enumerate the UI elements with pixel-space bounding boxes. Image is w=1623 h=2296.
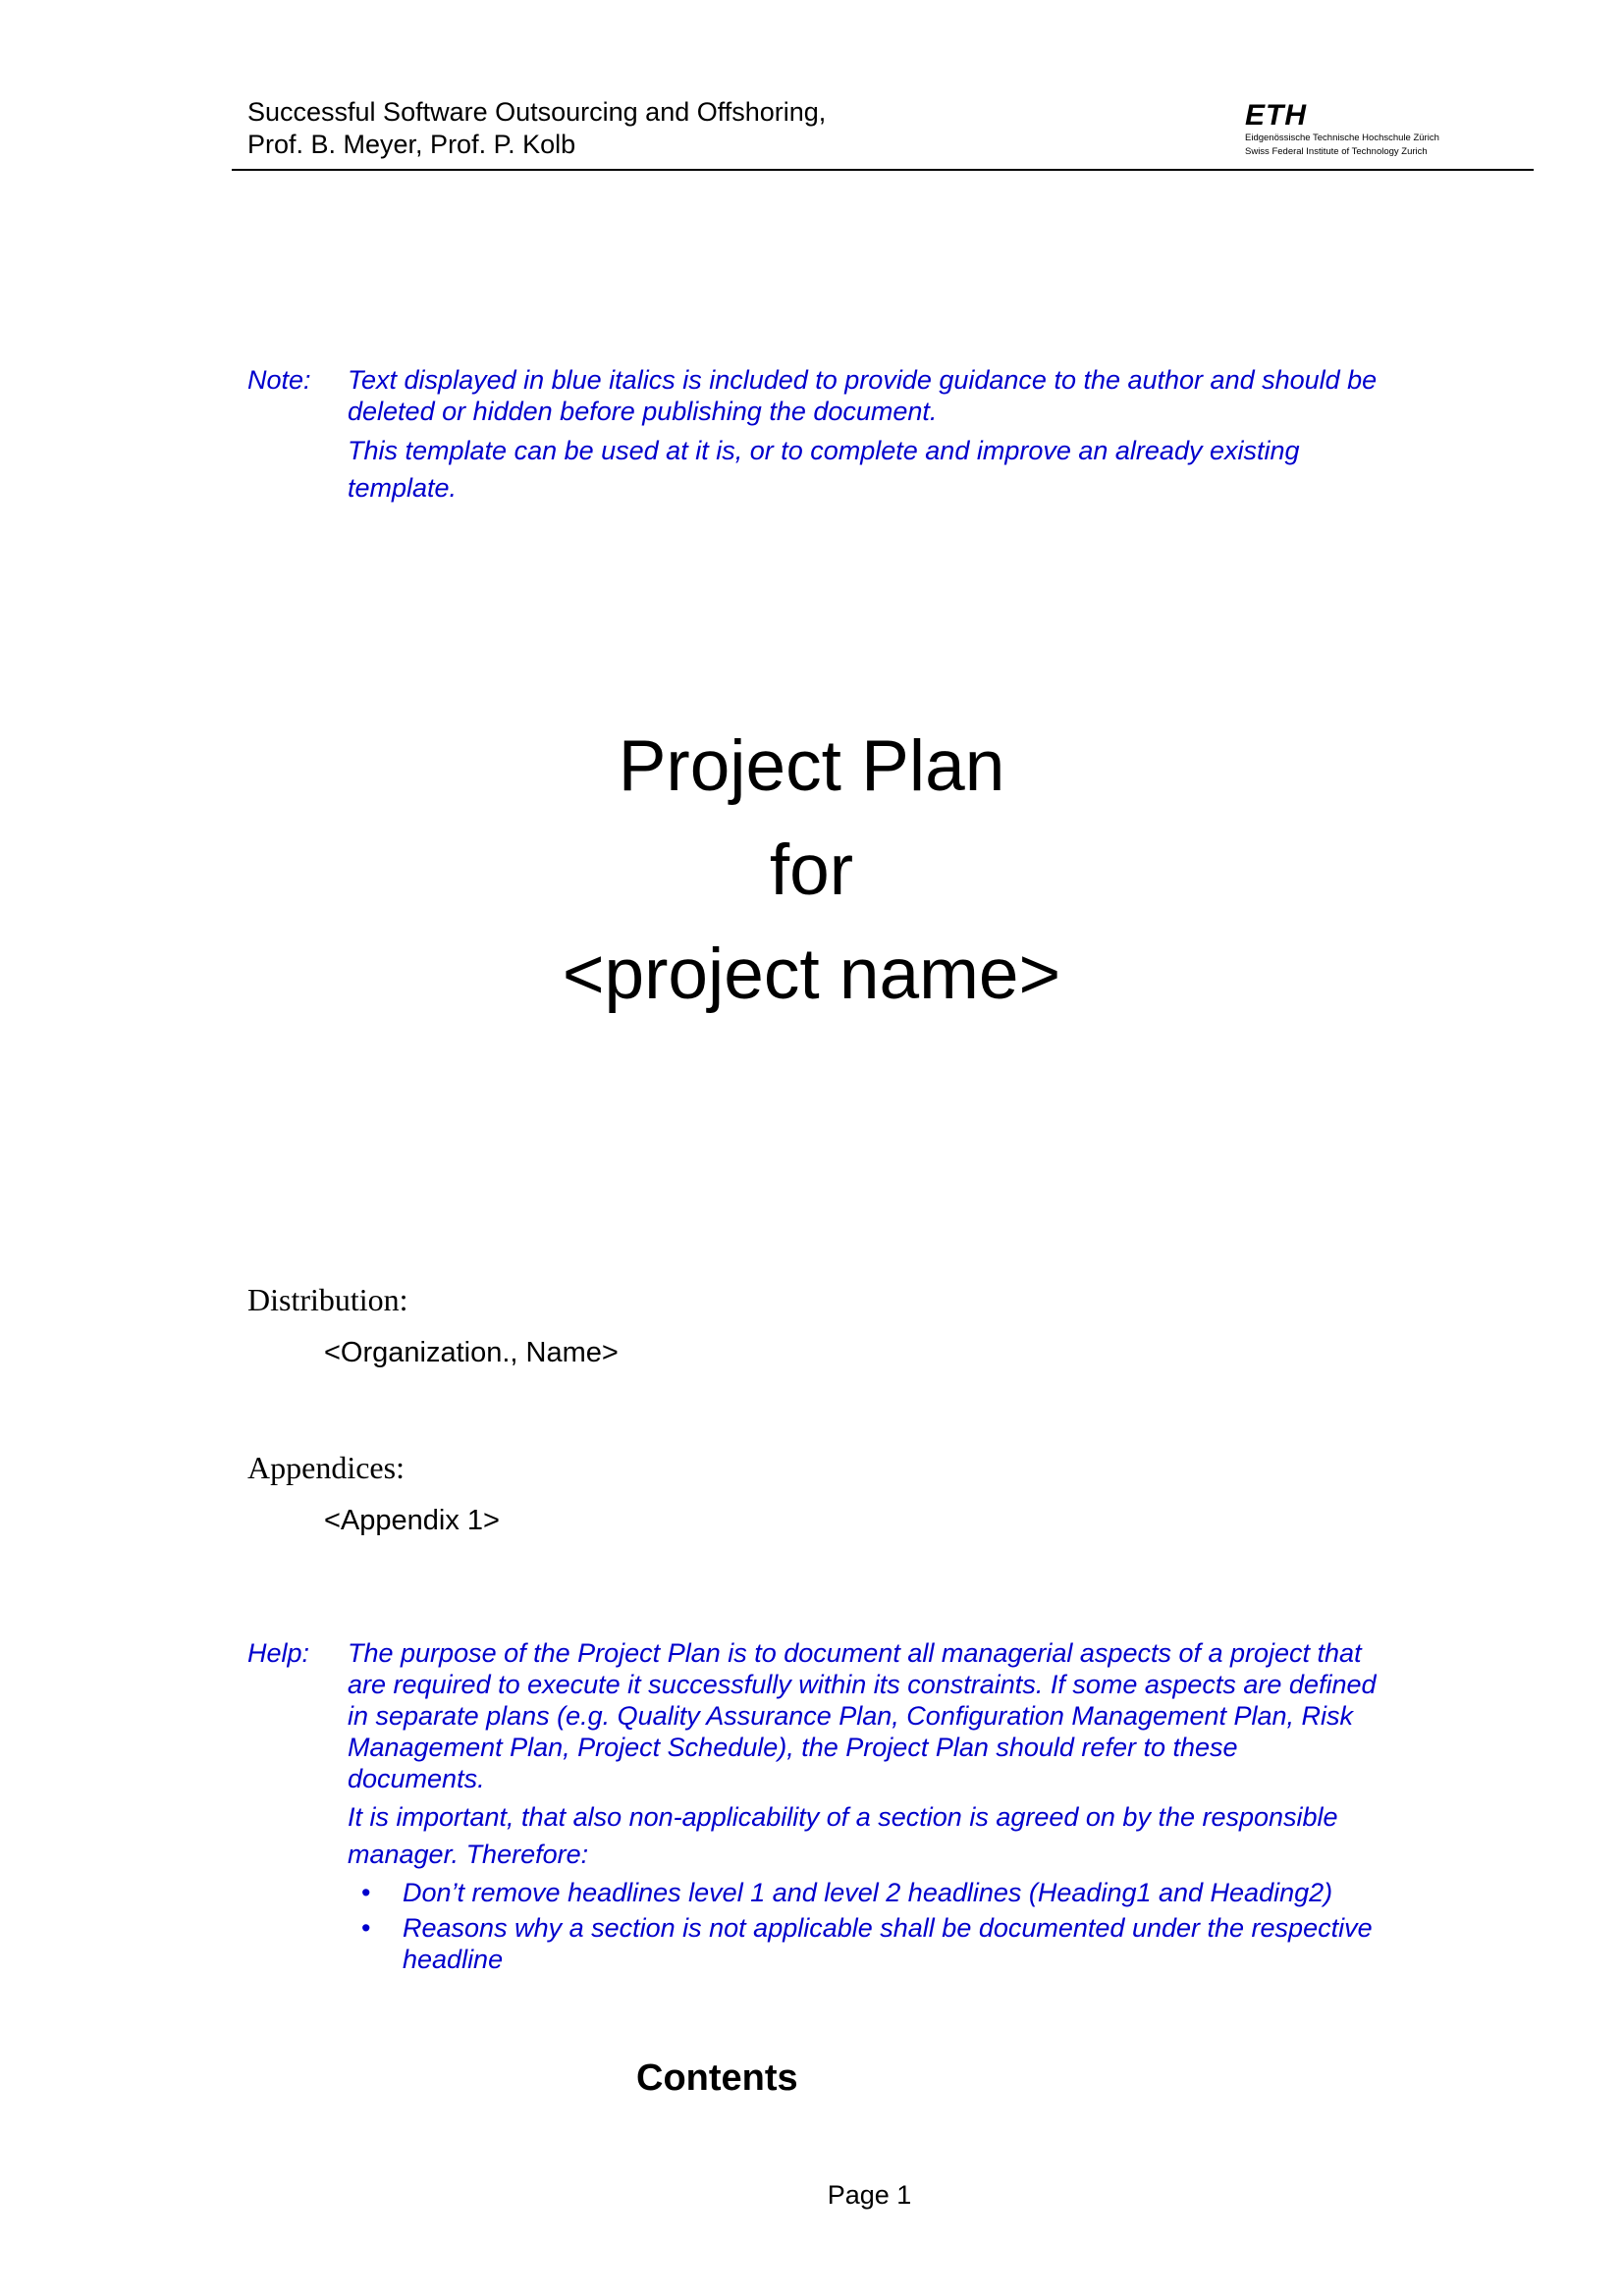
note-text-2: This template can be used at it is, or to complete and improve an already existing template.: [348, 436, 1300, 503]
help-label: Help:: [247, 1638, 310, 1668]
distribution-label: Distribution:: [247, 1282, 408, 1317]
header-divider: [232, 169, 1534, 171]
eth-logo-mark: ETH: [1245, 99, 1307, 132]
list-item: [348, 1912, 1379, 1975]
distribution-item: <Organization., Name>: [324, 1337, 619, 1368]
eth-logo-subtitle-de: Eidgenössische Technische Hochschule Zürich: [1245, 133, 1439, 143]
note-label: Note:: [247, 365, 311, 395]
contents-heading: Contents: [636, 2057, 798, 2099]
help-bullet-text: Don’t remove headlines level 1 and level 2 headlines (Heading1 and Heading2): [403, 1878, 1333, 1907]
guidance-help: [247, 1637, 1426, 1975]
help-text-1: The purpose of the Project Plan is to document all managerial aspects of a project that are required to execute it successfully within its constraints. If some aspects are defined in separate plans (e.g. Quality Assurance Plan, Configuration Management Plan, Risk Management Plan, Project Schedule), the Project Plan should refer to these documents.: [348, 1638, 1377, 1793]
note-text-1: Text displayed in blue italics is included to provide guidance to the author and should be deleted or hidden before publishing the document.: [348, 365, 1378, 426]
guidance-note: [247, 364, 1426, 507]
header-authors: Prof. B. Meyer, Prof. P. Kolb: [247, 130, 576, 159]
help-bullet-text: Reasons why a section is not applicable shall be documented under the respective headline: [403, 1913, 1373, 1974]
eth-logo-subtitle-en: Swiss Federal Institute of Technology Zurich: [1245, 146, 1428, 157]
title-line-2: for: [769, 830, 854, 910]
bullet-icon: •: [361, 1878, 371, 1907]
list-item: [348, 1877, 1379, 1908]
appendices-label: Appendices:: [247, 1450, 405, 1485]
title-line-1: Project Plan: [618, 726, 1005, 806]
title-line-3: <project name>: [562, 934, 1061, 1014]
page-header: [247, 96, 826, 161]
bullet-icon: •: [361, 1913, 371, 1943]
page-number: Page 1: [827, 2180, 912, 2210]
help-text-2: It is important, that also non-applicability of a section is agreed on by the responsible manager. Therefore:: [348, 1802, 1338, 1869]
help-bullet-list: [348, 1877, 1379, 1975]
document-title: [0, 715, 1623, 1027]
header-course-title: Successful Software Outsourcing and Offshoring,: [247, 97, 827, 127]
appendices-item: <Appendix 1>: [324, 1505, 500, 1536]
eth-logo: [1245, 101, 1471, 158]
